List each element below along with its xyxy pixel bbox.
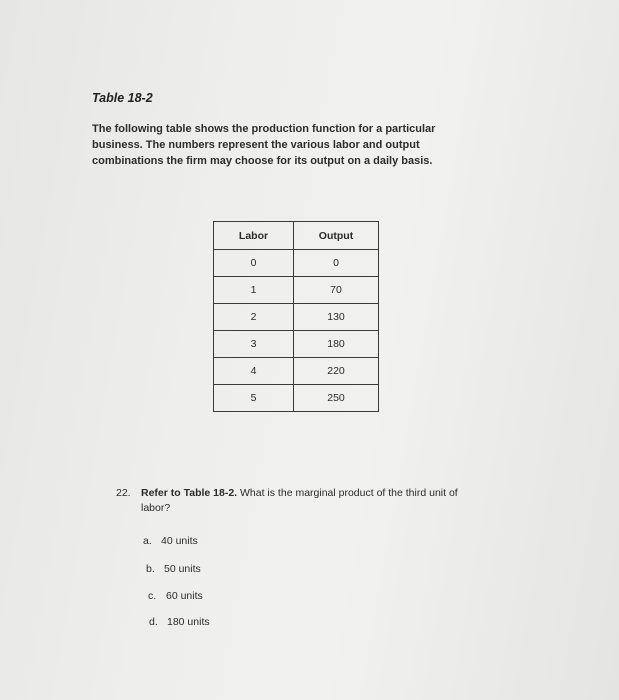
table-row: [214, 331, 379, 358]
option-letter: a.: [143, 535, 152, 547]
labor-header: Labor: [214, 222, 294, 250]
option-text: 60 units: [166, 590, 203, 602]
output-cell: 130: [294, 304, 379, 331]
output-header: Output: [294, 222, 379, 250]
answer-option-d[interactable]: [149, 616, 210, 628]
option-text: 50 units: [164, 563, 201, 575]
option-letter: c.: [148, 590, 157, 602]
output-cell: 180: [294, 331, 379, 358]
table-row: [214, 385, 379, 412]
question-number: 22.: [116, 487, 131, 499]
labor-cell: 2: [214, 304, 294, 331]
answer-option-a[interactable]: [143, 535, 198, 547]
labor-cell: 4: [214, 358, 294, 385]
production-table: [213, 221, 379, 412]
output-cell: 250: [294, 385, 379, 412]
output-cell: 0: [294, 250, 379, 277]
table-row: [214, 277, 379, 304]
option-letter: d.: [149, 616, 158, 628]
output-cell: 220: [294, 358, 379, 385]
table-header-row: [214, 222, 379, 250]
option-text: 180 units: [167, 616, 210, 628]
option-text: 40 units: [161, 535, 198, 547]
question-text: [141, 486, 486, 516]
table-title: Table 18-2: [92, 91, 153, 105]
table-row: [214, 358, 379, 385]
labor-cell: 1: [214, 277, 294, 304]
labor-cell: 0: [214, 250, 294, 277]
question-prompt: What is the marginal product of the third unit of labor?: [141, 487, 458, 514]
output-cell: 70: [294, 277, 379, 304]
answer-option-b[interactable]: [146, 563, 201, 575]
question-reference: Refer to Table 18-2.: [141, 487, 238, 499]
intro-paragraph: The following table shows the production function for a particular business. The numbers represent the various labor and output combinations the firm may choose for its output on a daily basis.: [92, 123, 436, 167]
labor-cell: 3: [214, 331, 294, 358]
answer-option-c[interactable]: [148, 590, 203, 602]
table-row: [214, 250, 379, 277]
option-letter: b.: [146, 563, 155, 575]
table-row: [214, 304, 379, 331]
labor-cell: 5: [214, 385, 294, 412]
